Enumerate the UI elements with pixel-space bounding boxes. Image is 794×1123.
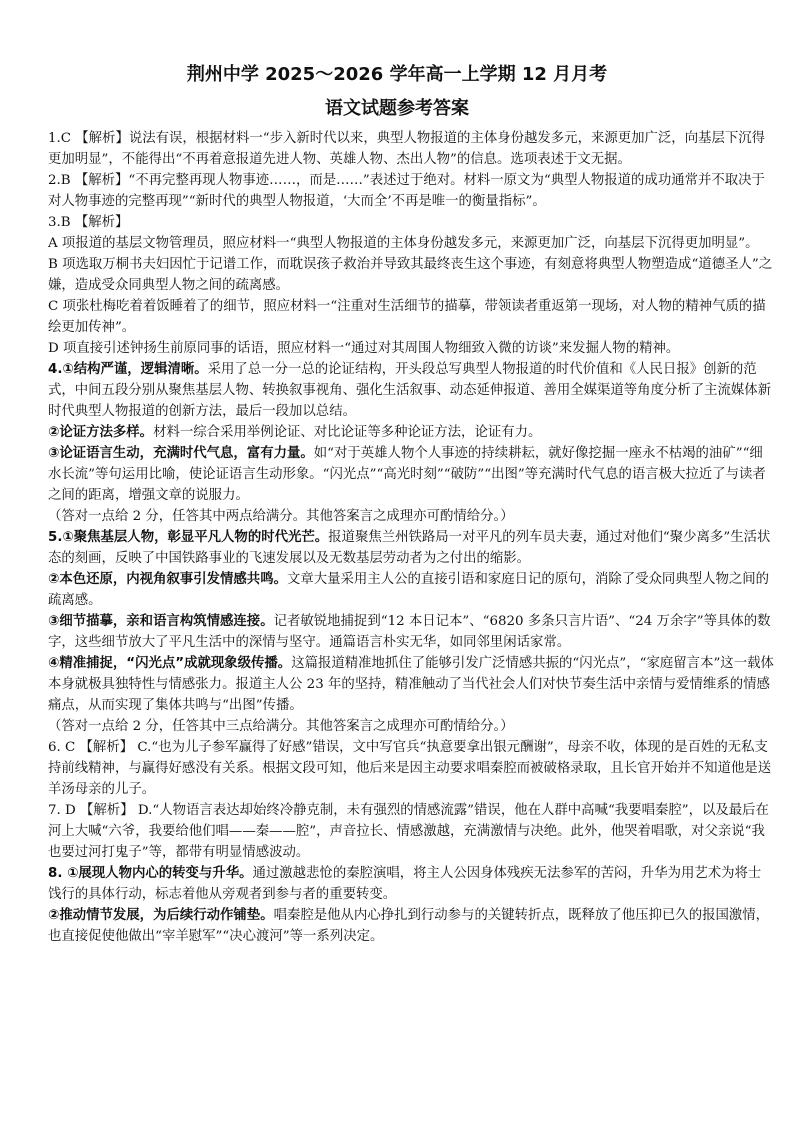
answer-q5-point-3: [48, 611, 774, 653]
point-heading: ②推动情节发展，为后续行动作铺垫。: [48, 908, 274, 923]
answer-text: 记者敏锐地捕捉到“12 本日记本”、“6820 多条只言片语”、“24 万余字”等具体的数字，这些细节放大了平凡生活中的深情与坚守。通篇语言朴实无华，如同邻里闲话家常。: [48, 614, 771, 650]
answer-text: （答对一点给 2 分，任答其中两点给满分。其他答案言之成理亦可酌情给分。）: [48, 509, 514, 524]
answer-text: D 项直接引述钟扬生前原同事的话语，照应材料一“通过对其周围人物细致入微的访谈”来发掘人物的精神。: [48, 341, 680, 356]
answer-text: 唱秦腔是他从内心挣扎到行动参与的关键转折点，既释放了他压抑已久的报国激情，也直接促使他做出“宰羊慰军”“决心渡河”等一系列决定。: [48, 908, 770, 944]
answer-q3-option-a: [48, 233, 774, 254]
answer-q8-point-2: [48, 905, 774, 947]
answer-q3-option-d: [48, 338, 774, 359]
point-heading: ②本色还原，内视角叙事引发情感共鸣。: [48, 572, 287, 587]
answer-text: 如“对于英雄人物个人事迹的持续耕耘，就好像挖掘一座永不枯竭的油矿”“细水长流”等句运用比喻，使论证语言生动形象。“闪光点”“高光时刻”“破防”“出图”等充满时代气息的语言极大拉近了与读者之间的距离，增强文章的说服力。: [48, 446, 766, 503]
answer-text: 1.C 【解析】说法有误，根据材料一“步入新时代以来，典型人物报道的主体身份越发多元，来源更加广泛，向基层下沉得更加明显”，不能得出“不再着意报道先进人物、英雄人物、杰出人物”的信息。选项表述于文无据。: [48, 131, 766, 167]
answer-q4-point-2: [48, 422, 774, 443]
point-heading: ③论证语言生动，充满时代气息，富有力量。: [48, 446, 314, 461]
answer-q6: [48, 737, 774, 800]
answer-text: 材料一综合采用举例论证、对比论证等多种论证方法，论证有力。: [153, 425, 542, 440]
answer-q4-point-3: [48, 443, 774, 506]
point-heading: 4.①结构严谨，逻辑清晰。: [48, 362, 208, 377]
answer-q8-point-1: [48, 863, 774, 905]
answer-q2: [48, 170, 774, 212]
answer-text: 报道聚焦兰州铁路局一对平凡的列车员夫妻，通过对他们“聚少离多”生活状态的刻画，反映了中国铁路事业的飞速发展以及无数基层劳动者为之付出的缩影。: [48, 530, 771, 566]
answer-q5-scoring-note: [48, 716, 774, 737]
point-heading: ③细节描摹，亲和语言构筑情感连接。: [48, 614, 274, 629]
exam-title: 荆州中学 2025～2026 学年高一上学期 12 月月考: [186, 64, 608, 85]
answer-text: 通过激越悲怆的秦腔演唱，将主人公因身体残疾无法参军的苦闷，升华为用艺术为将士饯行的具体行动，标志着他从旁观者到参与者的重要转变。: [48, 866, 762, 902]
point-heading: 5.①聚焦基层人物，彰显平凡人物的时代光芒。: [48, 530, 329, 545]
answer-text: B 项选取万桐书夫妇因忙于记谱工作，而耽误孩子救治并导致其最终丧生这个事迹，有刻意将典型人物塑造成“道德圣人”之嫌，造成受众同典型人物之间的疏离感。: [48, 257, 773, 293]
exam-subtitle: 语文试题参考答案: [325, 98, 469, 119]
answer-text: （答对一点给 2 分，任答其中三点给满分。其他答案言之成理亦可酌情给分。）: [48, 719, 514, 734]
answer-text: 7. D 【解析】 D.“人物语言表达却始终冷静克制，未有强烈的情感流露”错误，他在人群中高喊“我要唱秦腔”，以及最后在河上大喊“六爷，我要给他们唱——秦——腔”，声音拉长、情感激越，充满激情与决绝。此外，他哭着唱歌，对父亲说“我也要过河打鬼子”等，都带有明显情感波动。: [48, 803, 769, 860]
answer-text: 3.B 【解析】: [48, 215, 129, 230]
answer-text: 采用了总一分一总的论证结构，开头段总写典型人物报道的时代价值和《人民日报》创新的范式，中间五段分别从聚焦基层人物、转换叙事视角、强化生活叙事、动态延伸报道、善用全媒渠道等角度分析了主流媒体新时代典型人物报道的创新方法，最后一段加以总结。: [48, 362, 772, 419]
answer-q4-point-1: [48, 359, 774, 422]
answer-content: [48, 128, 774, 947]
answer-q3-option-c: [48, 296, 774, 338]
answer-text: 这篇报道精准地抓住了能够引发广泛情感共振的“闪光点”，“家庭留言本”这一载体本身就极具独特性与情感张力。报道主人公 23 年的坚持，精准触动了当代社会人们对快节奏生活中亲情与爱情维系的情感痛点，从而实现了集体共鸣与“出图”传播。: [48, 656, 774, 713]
answer-text: 6. C 【解析】 C.“也为儿子参军赢得了好感”错误，文中写官兵“执意要拿出银元酬谢”，母亲不收，体现的是百姓的无私支持前线精神，与赢得好感没有关系。根据文段可知，他后来是因主动要求唱秦腔而被破格录取，且长官开始并不知道他是送羊汤母亲的儿子。: [48, 740, 772, 797]
answer-q5-point-2: [48, 569, 774, 611]
point-heading: ②论证方法多样。: [48, 425, 154, 440]
point-heading: ④精准捕捉，“闪光点”成就现象级传播。: [48, 656, 292, 671]
answer-q5-point-1: [48, 527, 774, 569]
point-heading: 8. ①展现人物内心的转变与升华。: [48, 866, 253, 881]
answer-q7: [48, 800, 774, 863]
answer-q1: [48, 128, 774, 170]
answer-text: 2.B 【解析】“不再完整再现人物事迹……，而是……”表述过于绝对。材料一原文为“典型人物报道的成功通常并不取决于对人物事迹的完整再现”“新时代的典型人物报道，‘大而全’不再是唯一的衡量指标”。: [48, 173, 765, 209]
answer-text: C 项张杜梅吃着着饭睡着了的细节，照应材料一“注重对生活细节的描摹，带领读者重返第一现场，对人物的精神气质的描绘更加传神”。: [48, 299, 766, 335]
answer-text: 文章大量采用主人公的直接引语和家庭日记的原句，消除了受众同典型人物之间的疏离感。: [48, 572, 770, 608]
answer-q3: [48, 212, 774, 233]
answer-text: A 项报道的基层文物管理员，照应材料一“典型人物报道的主体身份越发多元，来源更加广泛，向基层下沉得更加明显”。: [48, 236, 759, 251]
answer-q5-point-4: [48, 653, 774, 716]
answer-q3-option-b: [48, 254, 774, 296]
answer-q4-scoring-note: [48, 506, 774, 527]
